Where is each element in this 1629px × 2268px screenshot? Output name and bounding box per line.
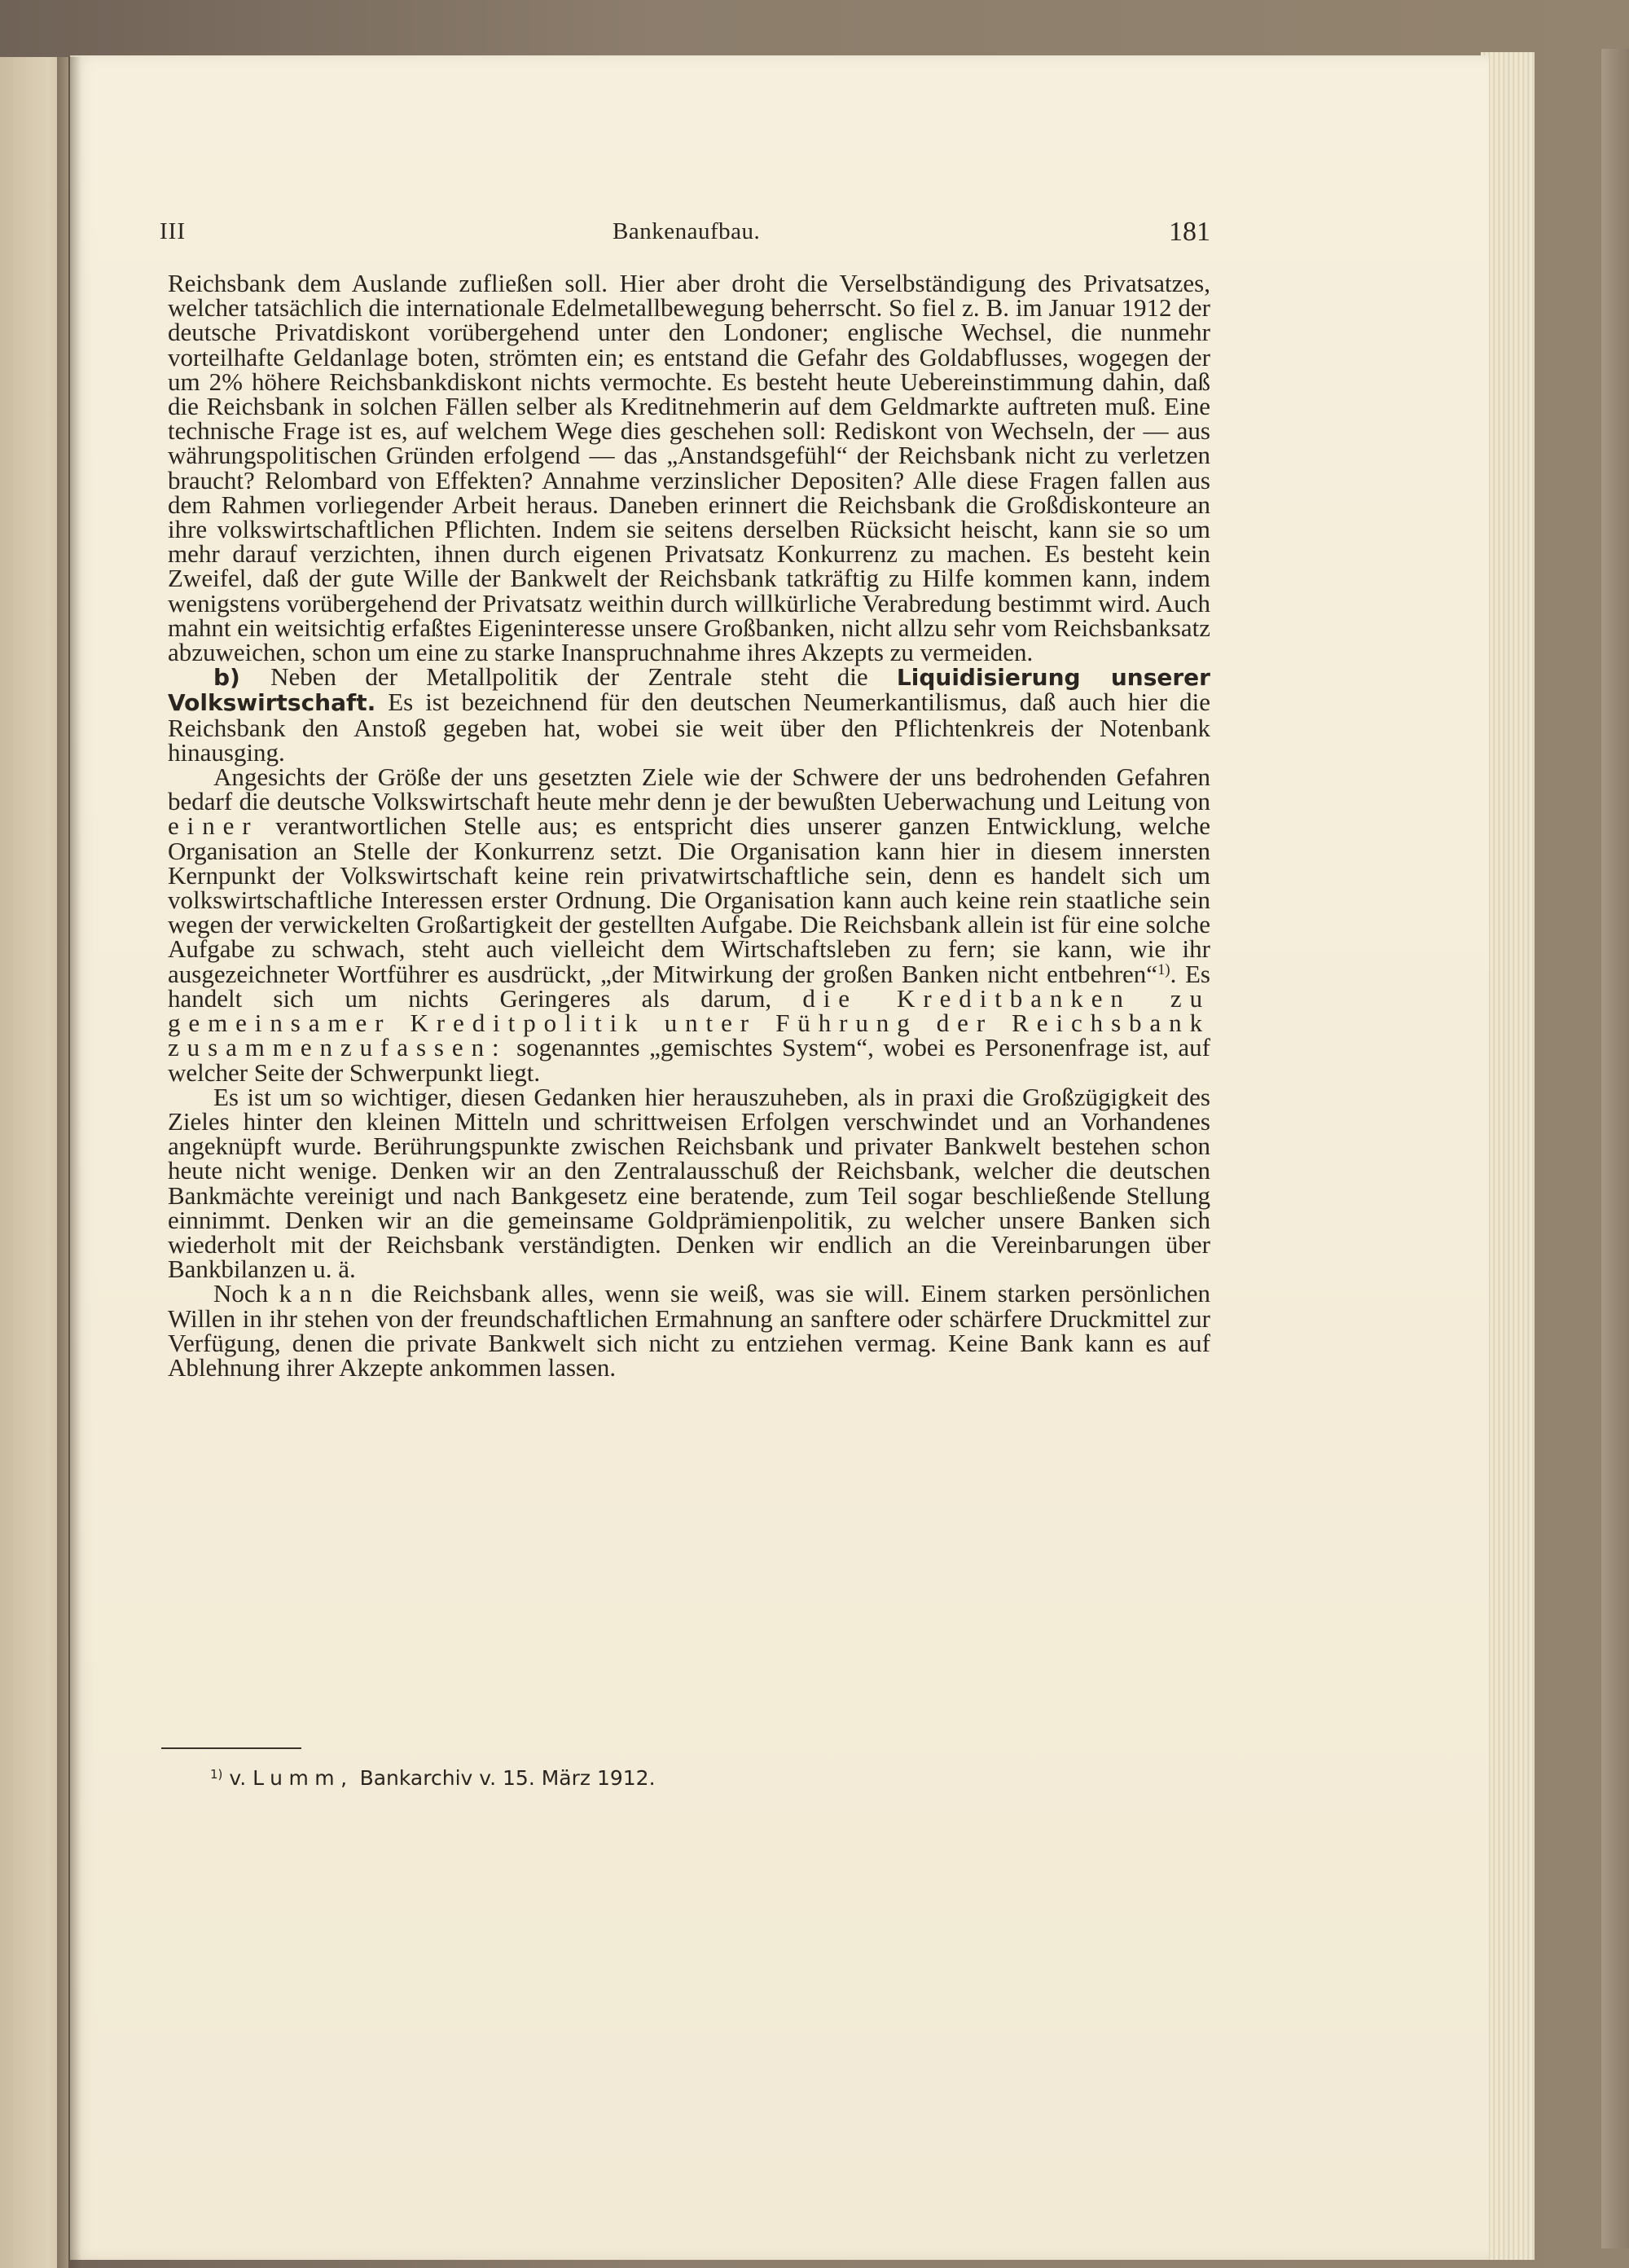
text-run: verantwortlichen Stelle aus; es entspricht dies unserer ganzen Entwicklung, welche Organisation an Stelle der Konkurrenz setzt. Die Organisation kann hier in diesem innersten Kernpunkt der Volkswirtschaft keine rein privatwirtschaftliche sein, denn es handelt sich um volkswirtschaftliche Interessen erster Ordnung. Die Organisation kann auch keine rein staatliche sein wegen der verwickelten Großartigkeit der gestellten Aufgabe. Die Reichsbank allein ist für eine solche Aufgabe zu schwach, steht auch vielleicht dem Wirtschaftsleben zu fern; sie kann, wie ihr ausgezeichneter Wortführer es ausdrückt, „der Mitwirkung der großen Banken nicht entbehren“ [168, 811, 1210, 988]
emphasis-spaced: die Kreditbanken zu gemeinsamer Kreditpolitik unter Führung der Reichsbank zusammenzufassen: [168, 983, 1210, 1062]
running-title: Bankenaufbau. [613, 218, 761, 244]
emphasis-spaced: einer [168, 811, 259, 841]
running-header [160, 218, 1210, 251]
text-run: sogenanntes „gemischtes System“, wobei es Personenfrage ist, auf welcher Seite der Schwerpunkt liegt. [168, 1033, 1210, 1087]
footnote-author: Lumm, [252, 1766, 353, 1790]
footnote-source: Bankarchiv v. 15. März 1912. [359, 1766, 656, 1790]
text-run: . Es handelt sich um nichts Geringeres als darum, [168, 959, 1210, 1013]
page-gutter [57, 57, 81, 2268]
text-run: Neben der Metallpolitik der Zentrale steht die [270, 662, 897, 692]
footnote [210, 1766, 656, 1790]
text-run: Noch [213, 1279, 279, 1308]
text-run: Es ist um so wichtiger, diesen Gedanken hier herauszuheben, als in praxi die Großzügigkeit des Zieles hinter den kleinen Mitteln und schrittweisen Erfolgen verschwindet und an Vorhandenes angeknüpft wurde. Berührungspunkte zwischen Reichsbank und privater Bankwelt bestehen schon heute nicht wenige. Denken wir an den Zentralausschuß der Reichsbank, welcher die deutschen Bankmächte vereinigt und nach Bankgesetz eine beratende, zum Teil sogar beschließende Stellung einnimmt. Denken wir an die gemeinsame Goldprämienpolitik, zu welcher unsere Banken sich wiederholt mit der Reichsbank verständigten. Denken wir endlich an die Vereinbarungen über Bankbilanzen u. ä. [168, 1082, 1210, 1284]
text-run: Angesichts der Größe der uns gesetzten Ziele wie der Schwere der uns bedrohenden Gefahren bedarf die deutsche Volkswirtschaft heute mehr denn je der bewußten Ueberwachung und Leitung von [168, 763, 1210, 816]
paragraph-p5 [168, 1281, 1210, 1380]
paragraph-p3 [168, 765, 1210, 1085]
paragraph-p2 [168, 662, 1210, 767]
text-run: die Reichsbank alles, wenn sie weiß, was sie will. Einem starken persönlichen Willen in ihr stehen von der freundschaftlichen Ermahnung an sanftere oder schärfere Druckmittel zur Verfügung, denen die private Bankwelt sich nicht zu entziehen vermag. Keine Bank kann es auf Ablehnung ihrer Akzepte ankommen lassen. [168, 1279, 1210, 1382]
footnote-marker: 1) [210, 1766, 223, 1782]
emphasis-bold: b) [213, 664, 271, 692]
footnote-reference: 1) [1157, 960, 1170, 978]
body-text [168, 271, 1210, 1380]
paragraph-p4 [168, 1082, 1210, 1284]
text-run: Reichsbank dem Auslande zufließen soll. Hier aber droht die Verselbständigung des Privatsatzes, welcher tatsächlich die internationale Edelmetallbewegung beherrscht. So fiel z. B. im Januar 1912 der deutsche Privatdiskont vorübergehend unter den Londoner; englische Wechsel, die nunmehr vorteilhafte Geldanlage boten, strömten ein; es entstand die Gefahr des Goldabflusses, wogegen der um 2% höhere Reichsbankdiskont nichts vermochte. Es besteht heute Uebereinstimmung dahin, daß die Reichsbank in solchen Fällen selber als Kreditnehmerin auf dem Geldmarkte auftreten muß. Eine technische Frage ist es, auf welchem Wege dies geschehen soll: Rediskont von Wechseln, der — aus währungspolitischen Gründen erfolgend — das „Anstandsgefühl“ der Reichsbank nicht zu verletzen braucht? Relombard von Effekten? Annahme verzinslicher Depositen? Alle diese Fragen fallen aus dem Rahmen vorliegender Arbeit heraus. Daneben erinnert die Reichsbank die Großdiskonteure an ihre volkswirtschaftlichen Pflichten. Indem sie seitens derselben Rücksicht heischt, kann sie so um mehr darauf verzichten, ihnen durch eigenen Privatsatz Konkurrenz zu machen. Es besteht kein Zweifel, daß der gute Wille der Bankwelt der Reichsbank tatkräftig zu Hilfe kommen kann, indem wenigstens vorübergehend der Privatsatz weithin durch willkürliche Verabredung bestimmt wird. Auch mahnt ein weitsichtig erfaßtes Eigeninteresse unsere Großbanken, nicht allzu sehr vom Reichsbanksatz abzuweichen, schon um eine zu starke Inanspruchnahme ihres Akzepts zu vermeiden. [168, 269, 1210, 667]
footnote-prefix: v. [229, 1766, 247, 1790]
section-number: III [160, 218, 186, 244]
emphasis-spaced: kann [279, 1279, 361, 1308]
text-run: Es ist bezeichnend für den deutschen Neumerkantilismus, daß auch hier die Reichsbank den Anstoß gegeben hat, wobei sie weit über den Pflichtenkreis der Notenbank hinausging. [168, 688, 1210, 767]
cover-edge [1601, 49, 1629, 2248]
footnote-rule [161, 1747, 301, 1749]
emphasis-bold: Liquidisierung unserer Volkswirtschaft. [168, 664, 1210, 717]
paragraph-p1 [168, 271, 1210, 665]
page-number: 181 [1169, 217, 1210, 247]
